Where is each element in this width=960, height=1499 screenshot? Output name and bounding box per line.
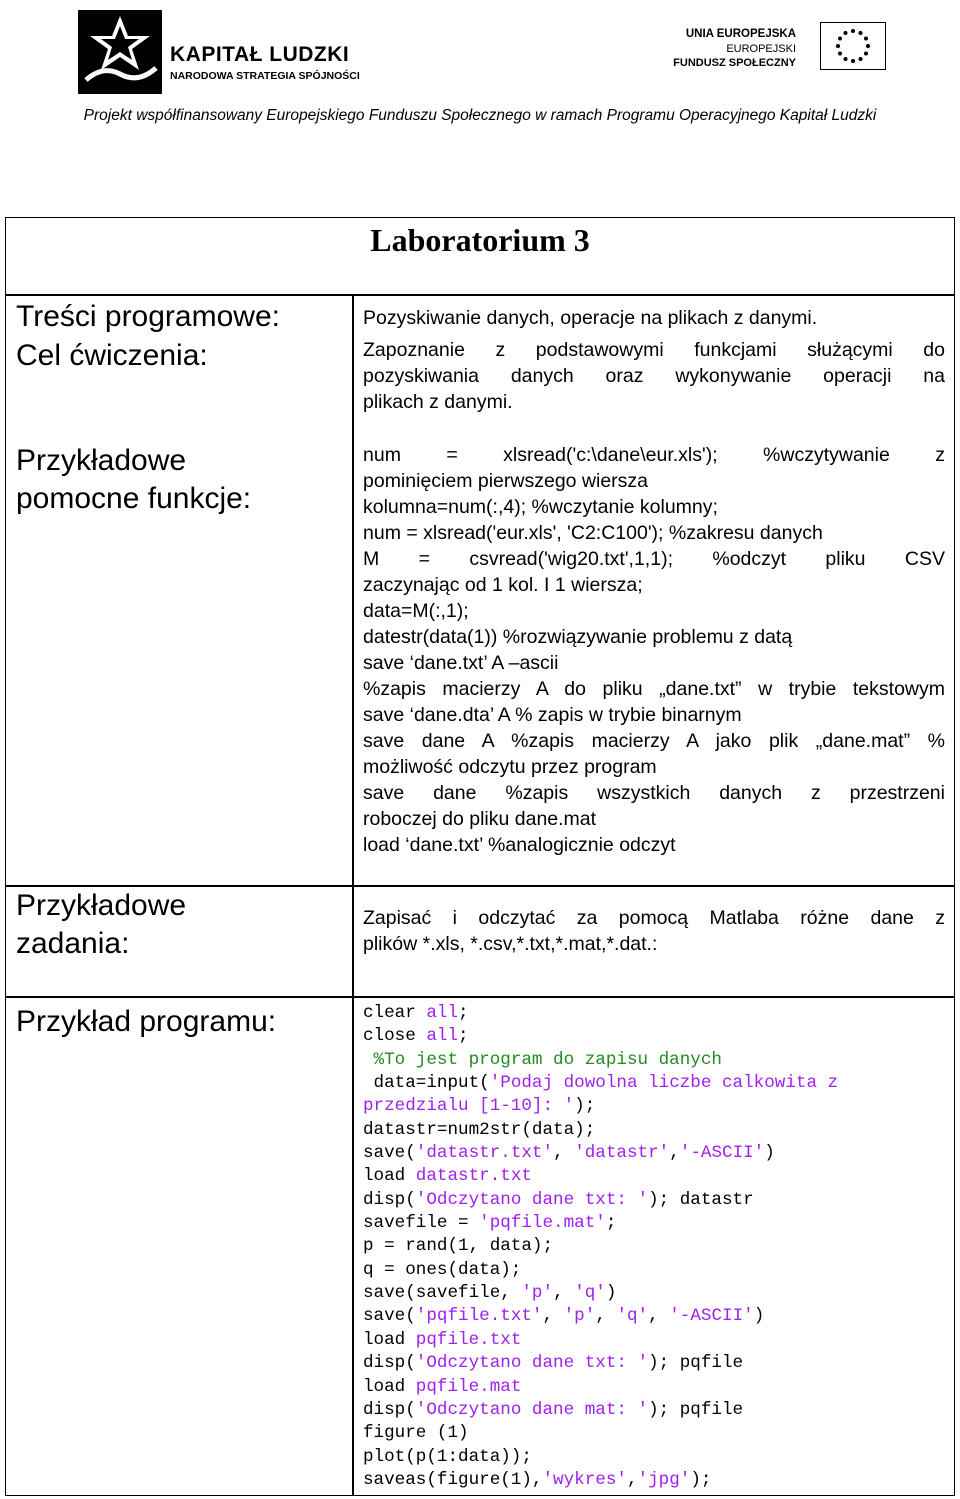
label-przykladowe-zadania <box>16 887 186 963</box>
code-text: datastr=num2str(data); <box>363 1119 596 1140</box>
kapital-ludzki-logo <box>78 10 368 94</box>
text-line: plikach z danymi. <box>363 391 513 413</box>
eu-star-icon <box>859 31 863 35</box>
code-text: , <box>648 1306 670 1327</box>
code-text: , <box>553 1283 575 1304</box>
code-text: , <box>595 1306 617 1327</box>
project-cofinancing-line: Projekt współfinansowany Europejskiego Funduszu Społecznego w ramach Programu Operacyjnego Kapitał Ludzki <box>83 107 877 124</box>
code-string: pqfile.mat <box>415 1376 522 1397</box>
row-divider <box>5 294 955 296</box>
code-text: savefile = <box>363 1213 480 1234</box>
code-text: disp( <box>363 1189 416 1210</box>
row-divider <box>5 996 955 998</box>
code-line <box>363 1329 953 1352</box>
text-line: save ‘dane.txt’ A –ascii <box>363 652 559 674</box>
code-line <box>363 1376 953 1399</box>
text-line: save dane A %zapis macierzy A jako plik „dane.mat” % <box>363 730 945 752</box>
code-text: p = rand(1, data); <box>363 1236 554 1257</box>
code-text: load <box>363 1166 416 1187</box>
eu-star-icon <box>851 29 855 33</box>
code-string: '-ASCII' <box>669 1306 754 1327</box>
code-line <box>363 1352 953 1375</box>
code-line <box>363 1119 953 1142</box>
code-text: save(savefile, <box>363 1283 522 1304</box>
text-line: M = csvread('wig20.txt',1,1); %odczyt pliku CSV <box>363 548 945 570</box>
label-tresci-programowe: Treści programowe: <box>16 300 280 333</box>
text-line: save ‘dane.dta’ A % zapis w trybie binarnym <box>363 704 742 726</box>
code-text: disp( <box>363 1399 416 1420</box>
text-line: datestr(data(1)) %rozwiązywanie problemu z datą <box>363 626 793 648</box>
eu-star-icon <box>866 44 870 48</box>
code-line <box>363 1305 953 1328</box>
code-text: ; <box>458 1026 469 1047</box>
code-string: 'datastr.txt' <box>415 1143 554 1164</box>
code-string: all <box>426 1026 459 1047</box>
label-line: pomocne funkcje: <box>16 482 252 515</box>
text-line: roboczej do pliku dane.mat <box>363 808 597 830</box>
code-text: ) <box>764 1143 775 1164</box>
eu-star-icon <box>859 57 863 61</box>
eu-star-icon <box>844 57 848 61</box>
label-line: zadania: <box>16 927 130 960</box>
label-przyklad-programu: Przykład programu: <box>16 1005 277 1038</box>
code-string: 'pqfile.txt' <box>415 1306 543 1327</box>
code-line <box>363 1469 953 1492</box>
code-text: plot(p(1:data)); <box>363 1446 532 1467</box>
text-line: num = xlsread('c:\dane\eur.xls'); %wczytywanie z <box>363 444 945 466</box>
code-string: datastr.txt <box>415 1166 532 1187</box>
code-text: ); <box>574 1096 596 1117</box>
text-line: pozyskiwania danych oraz wykonywanie operacji na <box>363 365 945 387</box>
code-string: '-ASCII' <box>679 1143 765 1164</box>
text-line: Zapoznanie z podstawowymi funkcjami służącymi do <box>363 339 945 361</box>
code-text: save( <box>363 1143 416 1164</box>
code-text: ); pqfile <box>648 1399 744 1420</box>
kapital-ludzki-emblem-icon <box>78 10 162 94</box>
code-text: data=input( <box>363 1073 490 1094</box>
label-line: Przykładowe <box>16 444 187 477</box>
code-line <box>363 1165 953 1188</box>
code-text: clear <box>363 1003 427 1023</box>
label-line: Przykładowe <box>16 889 187 922</box>
code-text: disp( <box>363 1353 416 1374</box>
eu-star-icon <box>851 59 855 63</box>
text-line: kolumna=num(:,4); %wczytanie kolumny; <box>363 496 718 518</box>
code-text: q = ones(data); <box>363 1259 522 1280</box>
text-tresci-programowe: Pozyskiwanie danych, operacje na plikach z danymi. <box>363 307 818 329</box>
code-string: 'Podaj dowolna liczbe calkowita z <box>489 1073 839 1094</box>
code-text: saveas(figure(1), <box>363 1469 543 1490</box>
code-line <box>363 1446 953 1469</box>
code-string: 'Odczytano dane txt: ' <box>415 1189 649 1210</box>
code-string: 'q' <box>574 1283 606 1304</box>
eu-star-icon <box>864 52 868 56</box>
code-string: 'pqfile.mat' <box>479 1213 606 1234</box>
code-text: , <box>626 1469 638 1490</box>
eu-line-2: EUROPEJSKI <box>726 43 796 55</box>
text-line: data=M(:,1); <box>363 600 469 622</box>
code-line <box>363 1259 953 1282</box>
eu-logo <box>672 18 892 82</box>
code-text: ; <box>605 1213 617 1234</box>
text-line: %zapis macierzy A do pliku „dane.txt” w trybie tekstowym <box>363 678 945 700</box>
code-string: 'wykres' <box>542 1469 627 1490</box>
code-line <box>363 1095 953 1118</box>
code-string: 'q' <box>616 1306 649 1327</box>
code-string: 'Odczytano dane txt: ' <box>415 1353 649 1374</box>
kapital-ludzki-subtitle: NARODOWA STRATEGIA SPÓJNOŚCI <box>170 70 360 82</box>
code-text: ); datastr <box>648 1189 754 1210</box>
text-line: num = xlsread('eur.xls', 'C2:C100'); %zakresu danych <box>363 522 823 544</box>
code-line <box>363 1189 953 1212</box>
eu-star-icon <box>838 52 842 56</box>
code-text: load <box>363 1329 416 1350</box>
code-line <box>363 1072 953 1095</box>
code-listing <box>363 1002 953 1492</box>
text-line: save dane %zapis wszystkich danych z przestrzeni <box>363 782 945 804</box>
code-string: pqfile.txt <box>415 1329 522 1350</box>
eu-line-3: FUNDUSZ SPOŁECZNY <box>673 57 796 69</box>
code-string: all <box>426 1003 459 1023</box>
text-line: zaczynając od 1 kol. I 1 wiersza; <box>363 574 643 596</box>
label-przykladowe-funkcje <box>16 442 251 518</box>
text-cel-cwiczenia <box>363 337 945 415</box>
code-line <box>363 1282 953 1305</box>
code-string: 'p' <box>563 1306 596 1327</box>
code-text: save( <box>363 1306 416 1327</box>
eu-flag-icon <box>820 22 886 70</box>
code-text: , <box>669 1143 680 1164</box>
code-line <box>363 1142 953 1165</box>
text-przykladowe-zadania <box>363 905 945 957</box>
label-cel-cwiczenia: Cel ćwiczenia: <box>16 339 208 372</box>
text-line: możliwość odczytu przez program <box>363 756 657 778</box>
code-line <box>363 1399 953 1422</box>
code-line <box>363 1002 953 1025</box>
text-przykladowe-funkcje <box>363 442 945 858</box>
code-line <box>363 1025 953 1048</box>
code-line <box>363 1049 953 1072</box>
eu-star-icon <box>836 44 840 48</box>
code-text: ); pqfile <box>648 1353 744 1374</box>
code-string: 'jpg' <box>637 1469 691 1490</box>
text-line: Zapisać i odczytać za pomocą Matlaba różne dane z <box>363 907 945 929</box>
code-text: ) <box>605 1283 617 1304</box>
text-line: load ‘dane.txt’ %analogicznie odczyt <box>363 834 676 856</box>
column-divider <box>352 294 354 1496</box>
code-text: ; <box>458 1003 469 1023</box>
code-string: 'p' <box>521 1283 554 1304</box>
code-text: , <box>553 1143 575 1164</box>
code-string: przedzialu [1-10]: ' <box>363 1096 575 1117</box>
eu-line-1: UNIA EUROPEJSKA <box>685 28 796 40</box>
code-string: 'Odczytano dane mat: ' <box>415 1399 649 1420</box>
code-text: , <box>542 1306 564 1327</box>
page-title: Laboratorium 3 <box>370 222 590 258</box>
code-string: 'datastr' <box>574 1143 670 1164</box>
code-line <box>363 1235 953 1258</box>
eu-star-icon <box>844 31 848 35</box>
code-line <box>363 1422 953 1445</box>
code-comment: %To jest program do zapisu danych <box>363 1049 722 1070</box>
kapital-ludzki-name: KAPITAŁ LUDZKI <box>170 43 350 66</box>
eu-star-icon <box>864 37 868 41</box>
code-text: load <box>363 1376 416 1397</box>
code-text: ) <box>753 1306 765 1327</box>
code-text: figure (1) <box>363 1423 469 1444</box>
code-text: close <box>363 1026 427 1047</box>
text-line: plików *.xls, *.csv,*.txt,*.mat,*.dat.: <box>363 933 658 955</box>
code-text: ); <box>690 1469 712 1490</box>
code-line <box>363 1212 953 1235</box>
text-line: pominięciem pierwszego wiersza <box>363 470 649 492</box>
eu-star-icon <box>838 37 842 41</box>
